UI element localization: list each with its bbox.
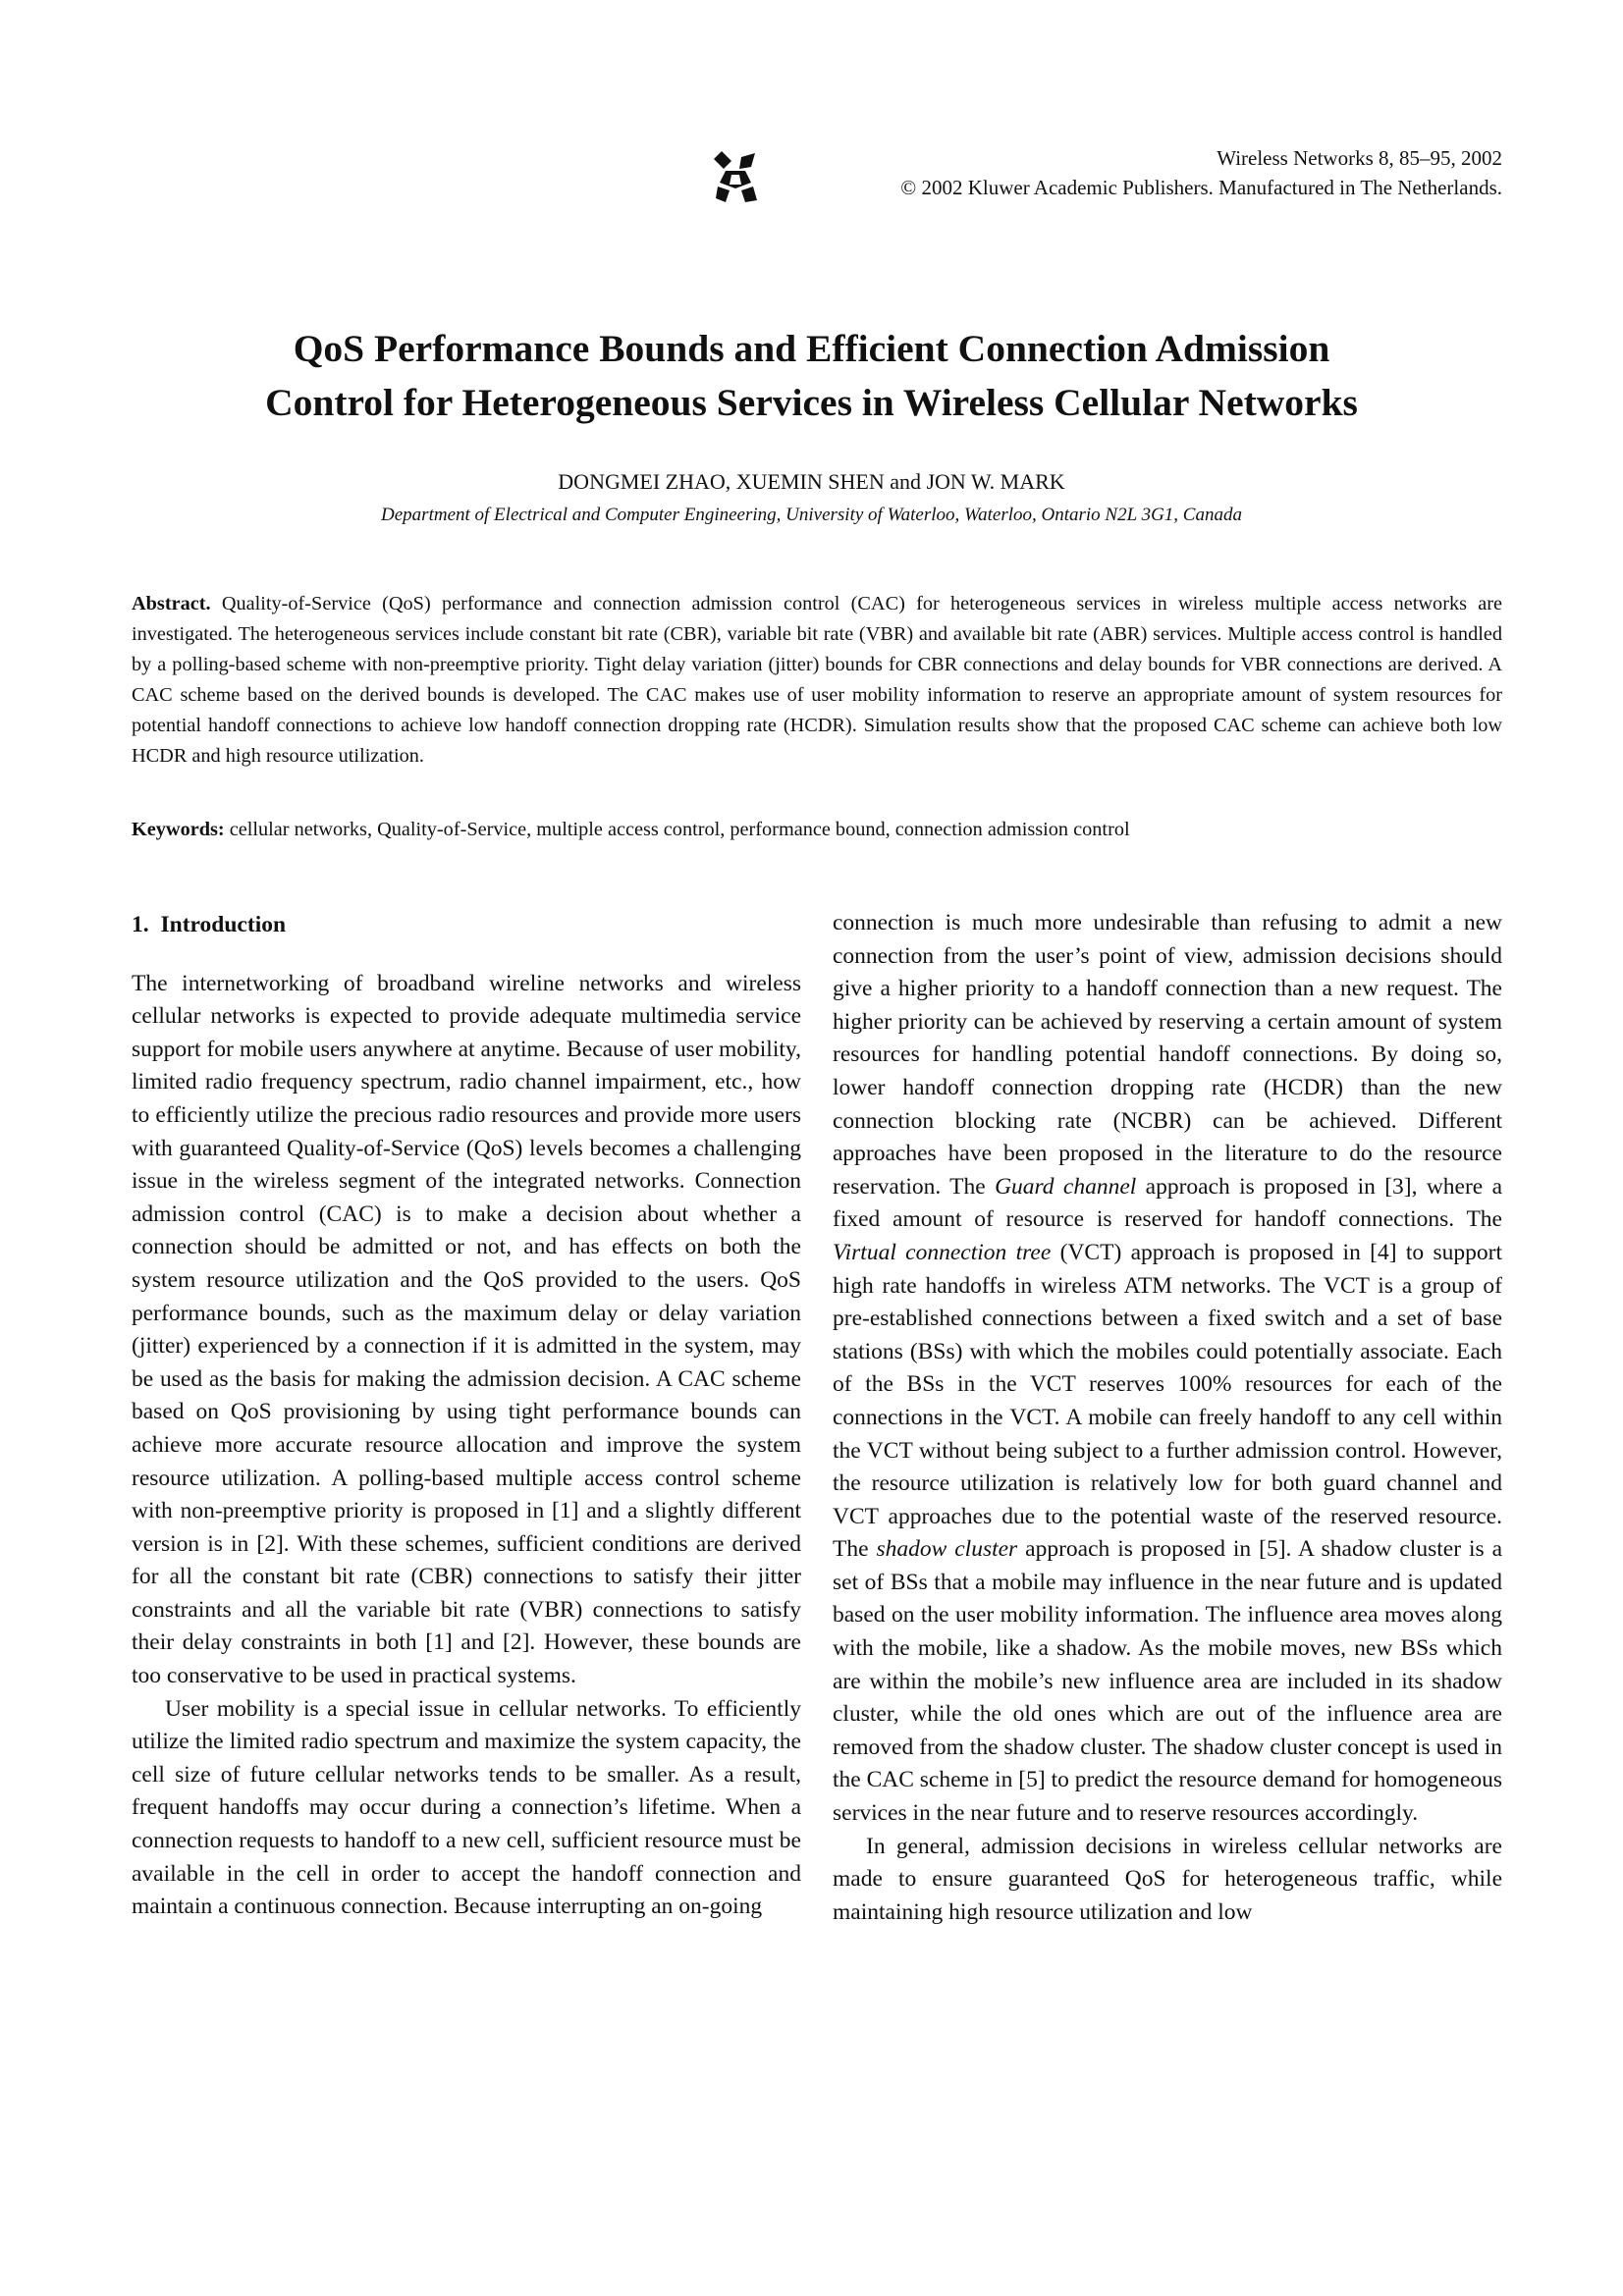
publisher-logo-icon [712, 149, 759, 204]
section-title: Introduction [160, 912, 287, 937]
emphasis-term: Guard channel [995, 1173, 1137, 1200]
copyright-notice: © 2002 Kluwer Academic Publishers. Manufactured in The Netherlands. [900, 176, 1502, 199]
section-number: 1. [132, 912, 149, 937]
emphasis-term: shadow cluster [876, 1536, 1018, 1563]
right-column [833, 907, 1502, 1929]
journal-header [712, 143, 1502, 212]
keywords [132, 815, 1502, 845]
body-paragraph: In general, admission decisions in wireless cellular networks are made to ensure guaranteed QoS for heterogeneous traffic, while maintaining high resource utilization and low [833, 1833, 1502, 1925]
paper-title [118, 322, 1505, 430]
body-paragraph: connection is much more undesirable than refusing to admit a new connection from the user’s point of view, admission decisions should give a higher priority to a handoff connection than a new request. The higher priority can be achieved by reserving a certain amount of system resources for handling potential handoff connections. By doing so, lower handoff connection dropping rate (HCDR) than the new connection blocking rate (NCBR) can be achieved. Different approaches have been proposed in the literature to do the resource reservation. The Guard channel approach is proposed in [3], where a fixed amount of resource is reserved for handoff connections. The Virtual connection tree (VCT) approach is proposed in [4] to support high rate handoffs in wireless ATM networks. The VCT is a group of pre-established connections between a fixed switch and a set of base stations (BSs) with which the mobiles could potentially associate. Each of the BSs in the VCT reserves 100% resources for each of the connections in the VCT. A mobile can freely handoff to any cell within the VCT without being subject to a further admission control. However, the resource utilization is relatively low for both guard channel and VCT approaches due to the potential waste of the reserved resource. The shadow cluster approach is proposed in [5]. A shadow cluster is a set of BSs that a mobile may influence in the near future and is updated based on the user mobility information. The influence area moves along with the mobile, like a shadow. As the mobile moves, new BSs which are within the mobile’s new influence area are included in its shadow cluster, while the old ones which are out of the influence area are removed from the shadow cluster. The shadow cluster concept is used in the CAC scheme in [5] to predict the resource demand for homogeneous services in the near future and to reserve resources accordingly. [833, 910, 1502, 1827]
title-line-1: QoS Performance Bounds and Efficient Connection Admission [293, 327, 1330, 370]
emphasis-term: Virtual connection tree [833, 1239, 1052, 1265]
section-heading [132, 909, 801, 942]
abstract-text: Quality-of-Service (QoS) performance and connection admission control (CAC) for heterogeneous services in wireless multiple access networks are investigated. The heterogeneous services include constant bit rate (CBR), variable bit rate (VBR) and available bit rate (ABR) services. Multiple access control is handled by a polling-based scheme with non-preemptive priority. Tight delay variation (jitter) bounds for CBR connections and delay bounds for VBR connections are derived. A CAC scheme based on the derived bounds is developed. The CAC makes use of user mobility information to reserve an appropriate amount of system resources for potential handoff connections to achieve low handoff connection dropping rate (HCDR). Simulation results show that the proposed CAC scheme can achieve both low HCDR and high resource utilization. [132, 593, 1502, 767]
author-affiliation: Department of Electrical and Computer Engineering, University of Waterloo, Waterloo, Ontario N2L 3G1, Canada [381, 505, 1242, 525]
abstract-label: Abstract. [132, 593, 211, 614]
title-line-2: Control for Heterogeneous Services in Wireless Cellular Networks [265, 381, 1358, 424]
journal-citation: Wireless Networks 8, 85–95, 2002 [1217, 146, 1502, 170]
body-paragraph: User mobility is a special issue in cellular networks. To efficiently utilize the limited radio spectrum and maximize the system capacity, the cell size of future cellular networks tends to be smaller. As a result, frequent handoffs may occur during a connection’s lifetime. When a connection requests to handoff to a new cell, sufficient resource must be available in the cell in order to accept the handoff connection and maintain a continuous connection. Because interrupting an on-going [132, 1695, 801, 1920]
keywords-text: cellular networks, Quality-of-Service, multiple access control, performance bound, connection admission control [229, 819, 1130, 840]
keywords-label: Keywords: [132, 819, 225, 840]
left-column [132, 909, 801, 1924]
body-paragraph: The internetworking of broadband wireline networks and wireless cellular networks is expected to provide adequate multimedia service support for mobile users anywhere at anytime. Because of user mobility, limited radio frequency spectrum, radio channel impairment, etc., how to efficiently utilize the precious radio resources and provide more users with guaranteed Quality-of-Service (QoS) levels becomes a challenging issue in the wireless segment of the integrated networks. Connection admission control (CAC) is to make a decision about whether a connection should be admitted or not, and has effects on both the system resource utilization and the QoS provided to the users. QoS performance bounds, such as the maximum delay or delay variation (jitter) experienced by a connection if it is admitted in the system, may be used as the basis for making the admission decision. A CAC scheme based on QoS provisioning by using tight performance bounds can achieve more accurate resource allocation and improve the system resource utilization. A polling-based multiple access control scheme with non-preemptive priority is proposed in [1] and a slightly different version is in [2]. With these schemes, sufficient conditions are derived for all the constant bit rate (CBR) connections to satisfy their jitter constraints and all the variable bit rate (VBR) connections to satisfy their delay constraints in both [1] and [2]. However, these bounds are too conservative to be used in practical systems. [132, 970, 801, 1689]
abstract [132, 589, 1502, 772]
author-list: DONGMEI ZHAO, XUEMIN SHEN and JON W. MARK [558, 469, 1065, 494]
